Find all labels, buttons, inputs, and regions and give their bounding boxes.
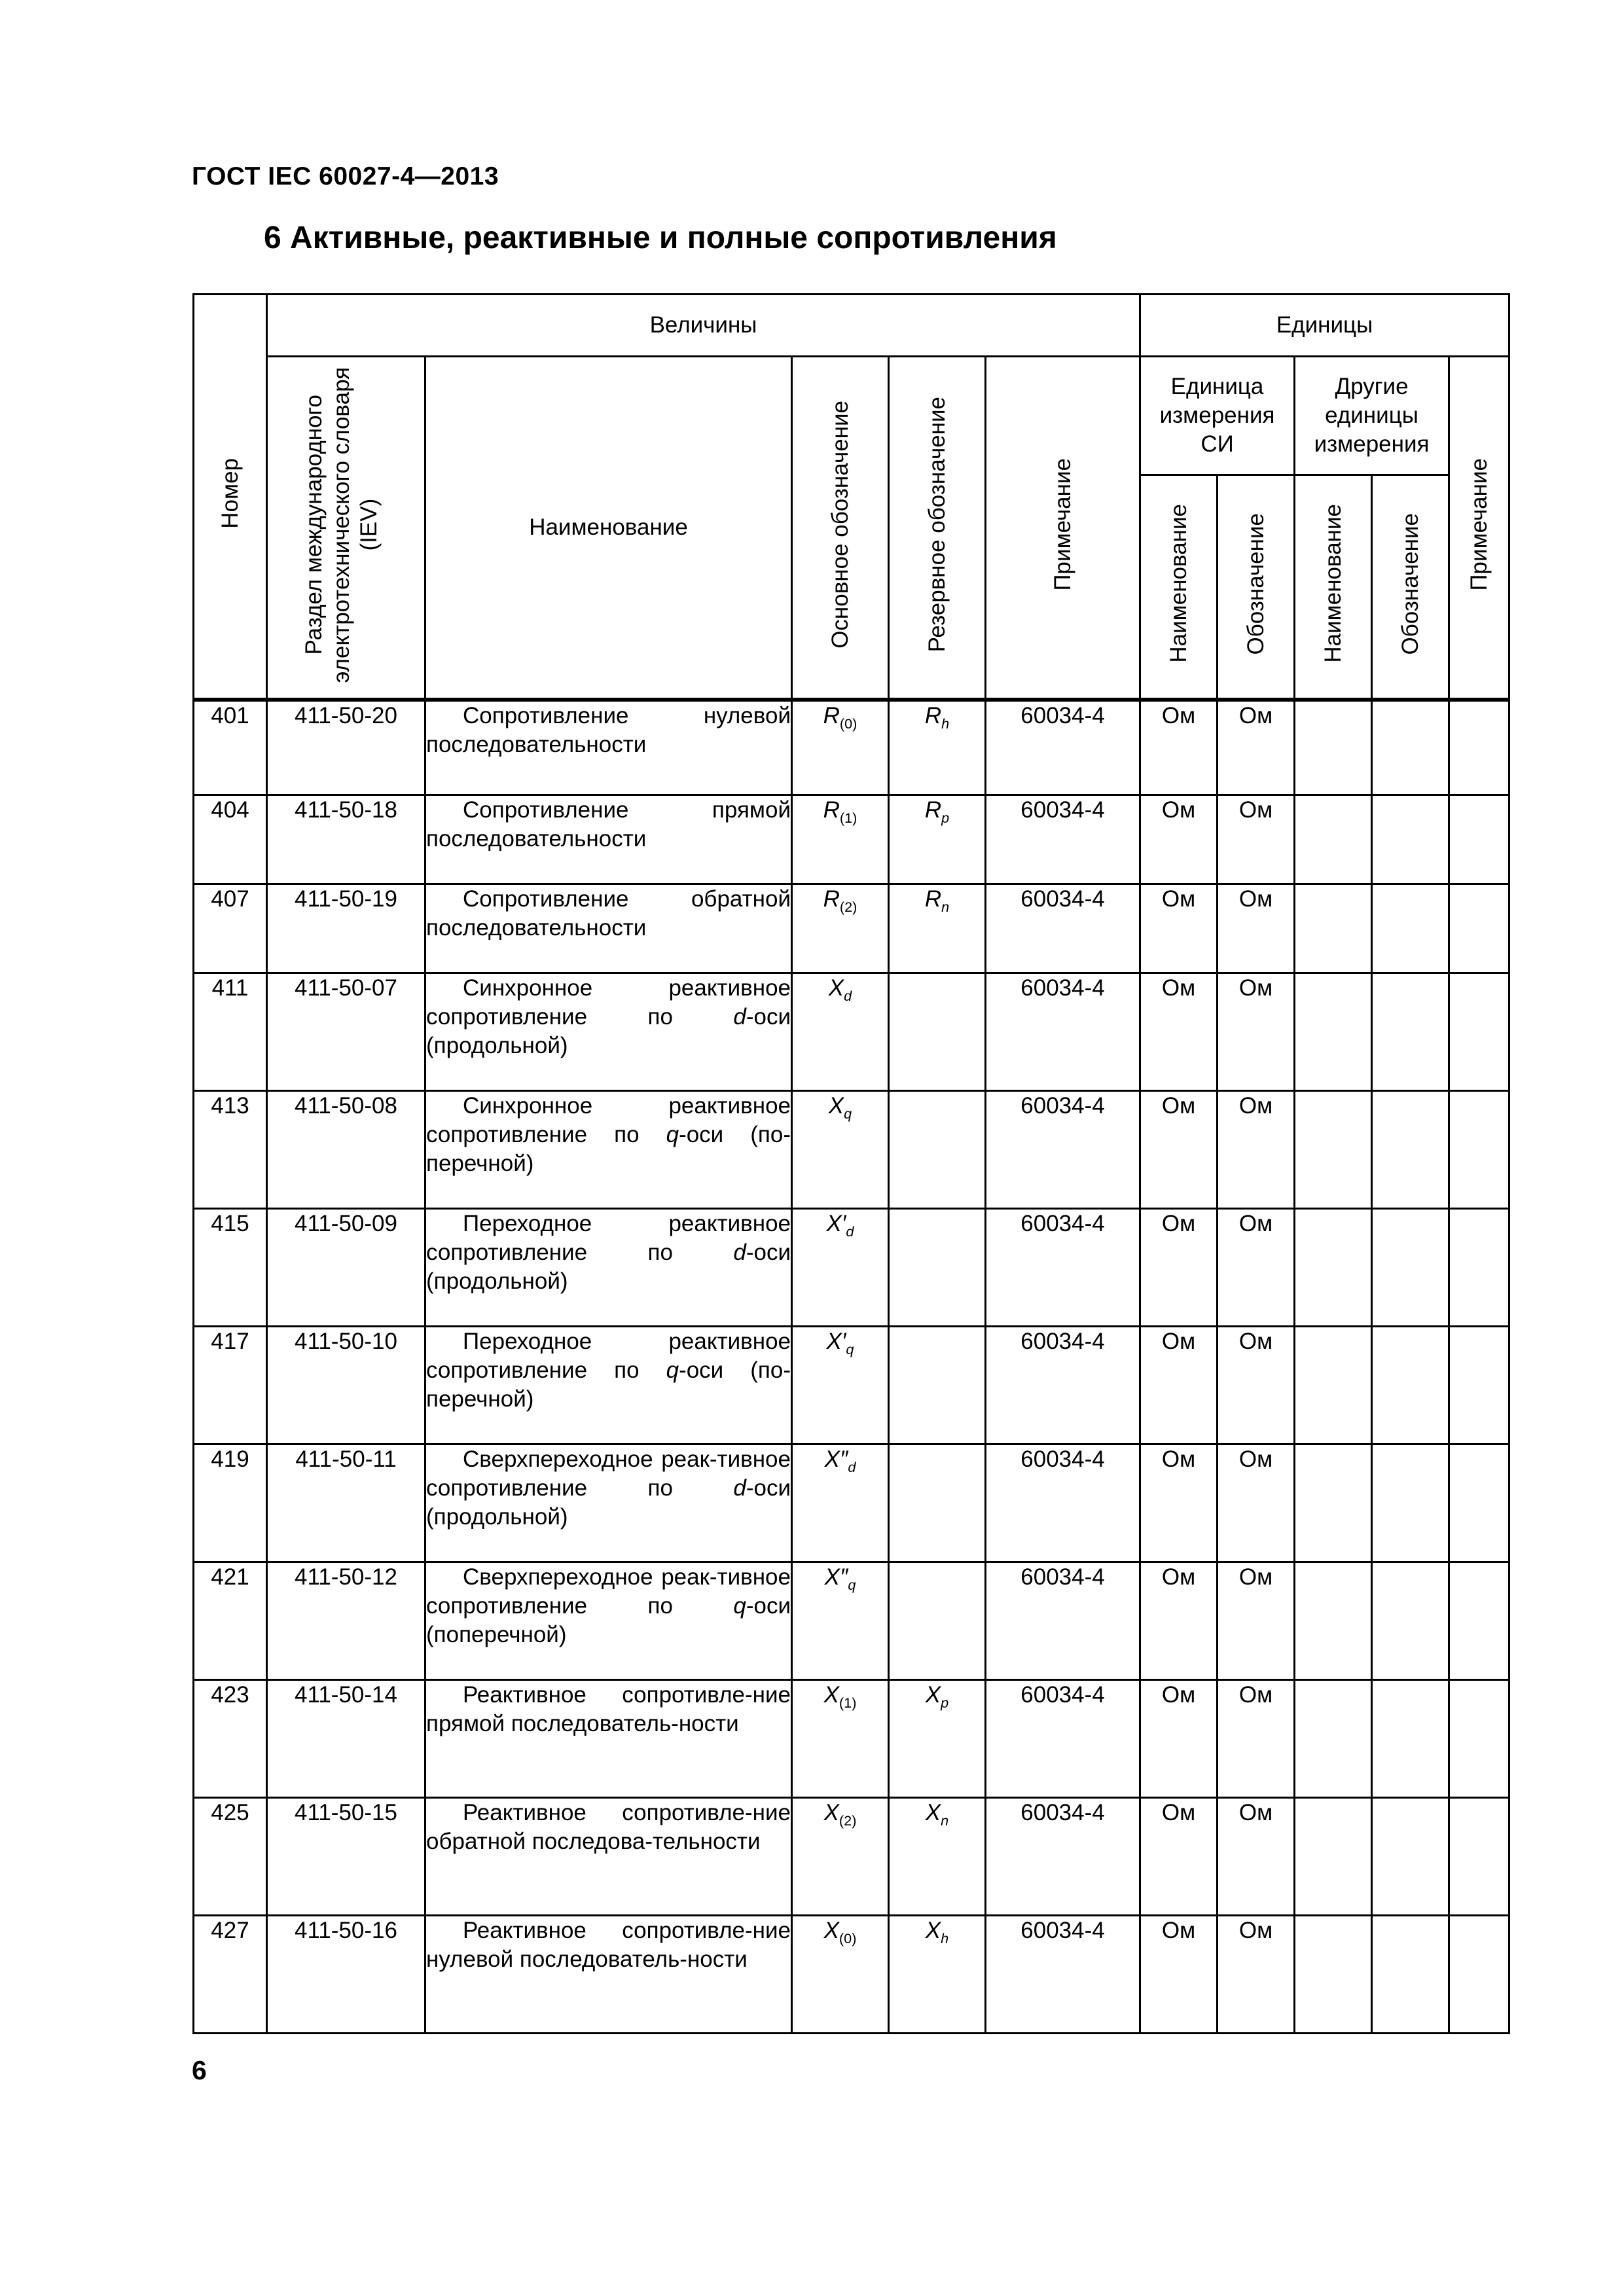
header-other-symbol: Обозначение — [1372, 475, 1449, 700]
header-si-unit: Единица измерения СИ — [1140, 357, 1295, 475]
header-quantities: Величины — [267, 295, 1140, 357]
row-reserve-symbol — [889, 1444, 986, 1562]
row-si-unit-name: Ом — [1140, 1209, 1218, 1327]
row-reserve-symbol: $R_p$ — [889, 795, 986, 884]
row-si-unit-symbol: Ом — [1218, 1327, 1295, 1444]
row-number: 413 — [194, 1091, 267, 1209]
row-other-unit-symbol — [1372, 1444, 1449, 1562]
row-si-unit-symbol: Ом — [1218, 1209, 1295, 1327]
header-other-units: Другие единицы измерения — [1295, 357, 1449, 475]
row-other-unit-name — [1295, 700, 1372, 795]
row-other-unit-name — [1295, 1444, 1372, 1562]
row-reserve-symbol — [889, 1562, 986, 1680]
header-si-symbol: Обозначение — [1218, 475, 1295, 700]
row-name: Переходное реактивное сопротивление по q-оси (по-перечной) — [425, 1327, 792, 1444]
row-si-unit-name: Ом — [1140, 973, 1218, 1091]
row-reserve-symbol: $X_p$ — [889, 1680, 986, 1798]
row-si-unit-name: Ом — [1140, 1091, 1218, 1209]
row-note: 60034-4 — [986, 973, 1140, 1091]
row-note: 60034-4 — [986, 1327, 1140, 1444]
row-units-note — [1449, 795, 1509, 884]
row-number: 417 — [194, 1327, 267, 1444]
row-note: 60034-4 — [986, 1798, 1140, 1916]
row-units-note — [1449, 1680, 1509, 1798]
header-name: Наименование — [425, 357, 792, 700]
row-iev: 411-50-20 — [267, 700, 425, 795]
row-iev: 411-50-11 — [267, 1444, 425, 1562]
impedance-table — [192, 293, 1510, 2034]
row-iev: 411-50-12 — [267, 1562, 425, 1680]
row-other-unit-symbol — [1372, 1680, 1449, 1798]
row-other-unit-name — [1295, 973, 1372, 1091]
row-si-unit-symbol: Ом — [1218, 1916, 1295, 2034]
row-main-symbol: $X''_d$ — [792, 1444, 889, 1562]
row-name: Сопротивление обратной последовательности — [425, 884, 792, 973]
row-reserve-symbol: $X_n$ — [889, 1798, 986, 1916]
row-units-note — [1449, 1209, 1509, 1327]
table-row — [194, 1680, 1509, 1798]
row-iev: 411-50-07 — [267, 973, 425, 1091]
row-number: 425 — [194, 1798, 267, 1916]
row-note: 60034-4 — [986, 1562, 1140, 1680]
row-si-unit-name: Ом — [1140, 1444, 1218, 1562]
page-number: 6 — [192, 2055, 207, 2085]
row-number: 427 — [194, 1916, 267, 2034]
row-number: 407 — [194, 884, 267, 973]
row-other-unit-symbol — [1372, 1327, 1449, 1444]
row-reserve-symbol — [889, 1209, 986, 1327]
row-note: 60034-4 — [986, 700, 1140, 795]
row-other-unit-name — [1295, 884, 1372, 973]
row-main-symbol: $X_q$ — [792, 1091, 889, 1209]
row-other-unit-name — [1295, 1209, 1372, 1327]
header-reserve-symbol: Резервное обозначение — [889, 357, 986, 700]
row-number: 401 — [194, 700, 267, 795]
row-other-unit-symbol — [1372, 1916, 1449, 2034]
row-iev: 411-50-10 — [267, 1327, 425, 1444]
row-iev: 411-50-08 — [267, 1091, 425, 1209]
row-units-note — [1449, 1562, 1509, 1680]
row-si-unit-symbol: Ом — [1218, 1680, 1295, 1798]
row-si-unit-symbol: Ом — [1218, 1798, 1295, 1916]
header-units-note: Примечание — [1449, 357, 1509, 700]
row-reserve-symbol: $X_h$ — [889, 1916, 986, 2034]
row-other-unit-symbol — [1372, 795, 1449, 884]
row-number: 415 — [194, 1209, 267, 1327]
row-reserve-symbol — [889, 1091, 986, 1209]
row-units-note — [1449, 1798, 1509, 1916]
row-other-unit-symbol — [1372, 1798, 1449, 1916]
row-units-note — [1449, 1327, 1509, 1444]
row-other-unit-name — [1295, 1916, 1372, 2034]
row-name: Сопротивление прямой последовательности — [425, 795, 792, 884]
row-number: 411 — [194, 973, 267, 1091]
row-note: 60034-4 — [986, 1444, 1140, 1562]
table-row — [194, 1091, 1509, 1209]
row-note: 60034-4 — [986, 884, 1140, 973]
section-title: 6 Активные, реактивные и полные сопротивления — [264, 221, 1057, 255]
row-si-unit-name: Ом — [1140, 884, 1218, 973]
row-note: 60034-4 — [986, 1091, 1140, 1209]
row-note: 60034-4 — [986, 1916, 1140, 2034]
row-si-unit-symbol: Ом — [1218, 795, 1295, 884]
row-iev: 411-50-15 — [267, 1798, 425, 1916]
row-units-note — [1449, 700, 1509, 795]
row-main-symbol: $X_{(1)}$ — [792, 1680, 889, 1798]
row-si-unit-symbol: Ом — [1218, 973, 1295, 1091]
row-si-unit-name: Ом — [1140, 1562, 1218, 1680]
row-main-symbol: $X_d$ — [792, 973, 889, 1091]
row-reserve-symbol — [889, 1327, 986, 1444]
row-name: Сверхпереходное реак-тивное сопротивление по d-оси (продольной) — [425, 1444, 792, 1562]
row-si-unit-symbol: Ом — [1218, 700, 1295, 795]
row-note: 60034-4 — [986, 795, 1140, 884]
row-other-unit-name — [1295, 1798, 1372, 1916]
row-iev: 411-50-16 — [267, 1916, 425, 2034]
row-other-unit-name — [1295, 1562, 1372, 1680]
row-si-unit-symbol: Ом — [1218, 884, 1295, 973]
table-row — [194, 1209, 1509, 1327]
header-iev-section: Раздел международного электротехнического словаря (IEV) — [267, 357, 425, 700]
row-iev: 411-50-19 — [267, 884, 425, 973]
row-si-unit-symbol: Ом — [1218, 1562, 1295, 1680]
row-si-unit-symbol: Ом — [1218, 1091, 1295, 1209]
row-other-unit-name — [1295, 1091, 1372, 1209]
row-other-unit-symbol — [1372, 1562, 1449, 1680]
row-reserve-symbol: $R_h$ — [889, 700, 986, 795]
row-units-note — [1449, 1091, 1509, 1209]
row-name: Реактивное сопротивле-ние обратной последова-тельности — [425, 1798, 792, 1916]
header-number: Номер — [194, 295, 267, 700]
row-units-note — [1449, 1444, 1509, 1562]
row-units-note — [1449, 973, 1509, 1091]
row-name: Переходное реактивное сопротивление по d-оси (продольной) — [425, 1209, 792, 1327]
row-units-note — [1449, 884, 1509, 973]
row-main-symbol: $X'_d$ — [792, 1209, 889, 1327]
header-other-name: Наименование — [1295, 475, 1372, 700]
row-number: 404 — [194, 795, 267, 884]
row-main-symbol: $X_{(2)}$ — [792, 1798, 889, 1916]
row-number: 419 — [194, 1444, 267, 1562]
row-name: Реактивное сопротивле-ние нулевой последователь-ности — [425, 1916, 792, 2034]
row-si-unit-name: Ом — [1140, 795, 1218, 884]
row-other-unit-name — [1295, 795, 1372, 884]
table-row — [194, 1444, 1509, 1562]
row-units-note — [1449, 1916, 1509, 2034]
header-main-symbol: Основное обозначение — [792, 357, 889, 700]
row-name: Реактивное сопротивле-ние прямой последователь-ности — [425, 1680, 792, 1798]
row-si-unit-symbol: Ом — [1218, 1444, 1295, 1562]
header-units: Единицы — [1140, 295, 1509, 357]
row-iev: 411-50-18 — [267, 795, 425, 884]
table-row — [194, 795, 1509, 884]
row-main-symbol: $R_{(0)}$ — [792, 700, 889, 795]
header-si-name: Наименование — [1140, 475, 1218, 700]
table-row — [194, 700, 1509, 795]
row-si-unit-name: Ом — [1140, 1916, 1218, 2034]
row-main-symbol: $X'_q$ — [792, 1327, 889, 1444]
row-name: Синхронное реактивное сопротивление по d-оси (продольной) — [425, 973, 792, 1091]
row-number: 421 — [194, 1562, 267, 1680]
row-other-unit-symbol — [1372, 700, 1449, 795]
document-header: ГОСТ IEC 60027-4—2013 — [192, 162, 499, 190]
row-si-unit-name: Ом — [1140, 1680, 1218, 1798]
row-iev: 411-50-14 — [267, 1680, 425, 1798]
row-note: 60034-4 — [986, 1680, 1140, 1798]
row-si-unit-name: Ом — [1140, 700, 1218, 795]
row-other-unit-name — [1295, 1680, 1372, 1798]
row-note: 60034-4 — [986, 1209, 1140, 1327]
table-row — [194, 1562, 1509, 1680]
row-si-unit-name: Ом — [1140, 1798, 1218, 1916]
row-main-symbol: $R_{(1)}$ — [792, 795, 889, 884]
row-si-unit-name: Ом — [1140, 1327, 1218, 1444]
row-main-symbol: $R_{(2)}$ — [792, 884, 889, 973]
table-row — [194, 1327, 1509, 1444]
row-other-unit-name — [1295, 1327, 1372, 1444]
row-reserve-symbol: $R_n$ — [889, 884, 986, 973]
table-row — [194, 884, 1509, 973]
row-other-unit-symbol — [1372, 1209, 1449, 1327]
row-name: Сопротивление нулевой последовательности — [425, 700, 792, 795]
row-number: 423 — [194, 1680, 267, 1798]
row-main-symbol: $X''_q$ — [792, 1562, 889, 1680]
row-other-unit-symbol — [1372, 1091, 1449, 1209]
row-other-unit-symbol — [1372, 973, 1449, 1091]
row-name: Синхронное реактивное сопротивление по q-оси (по-перечной) — [425, 1091, 792, 1209]
row-iev: 411-50-09 — [267, 1209, 425, 1327]
table-row — [194, 1916, 1509, 2034]
row-name: Сверхпереходное реак-тивное сопротивление по q-оси (поперечной) — [425, 1562, 792, 1680]
table-row — [194, 1798, 1509, 1916]
row-other-unit-symbol — [1372, 884, 1449, 973]
row-reserve-symbol — [889, 973, 986, 1091]
header-note: Примечание — [986, 357, 1140, 700]
table-row — [194, 973, 1509, 1091]
row-main-symbol: $X_{(0)}$ — [792, 1916, 889, 2034]
